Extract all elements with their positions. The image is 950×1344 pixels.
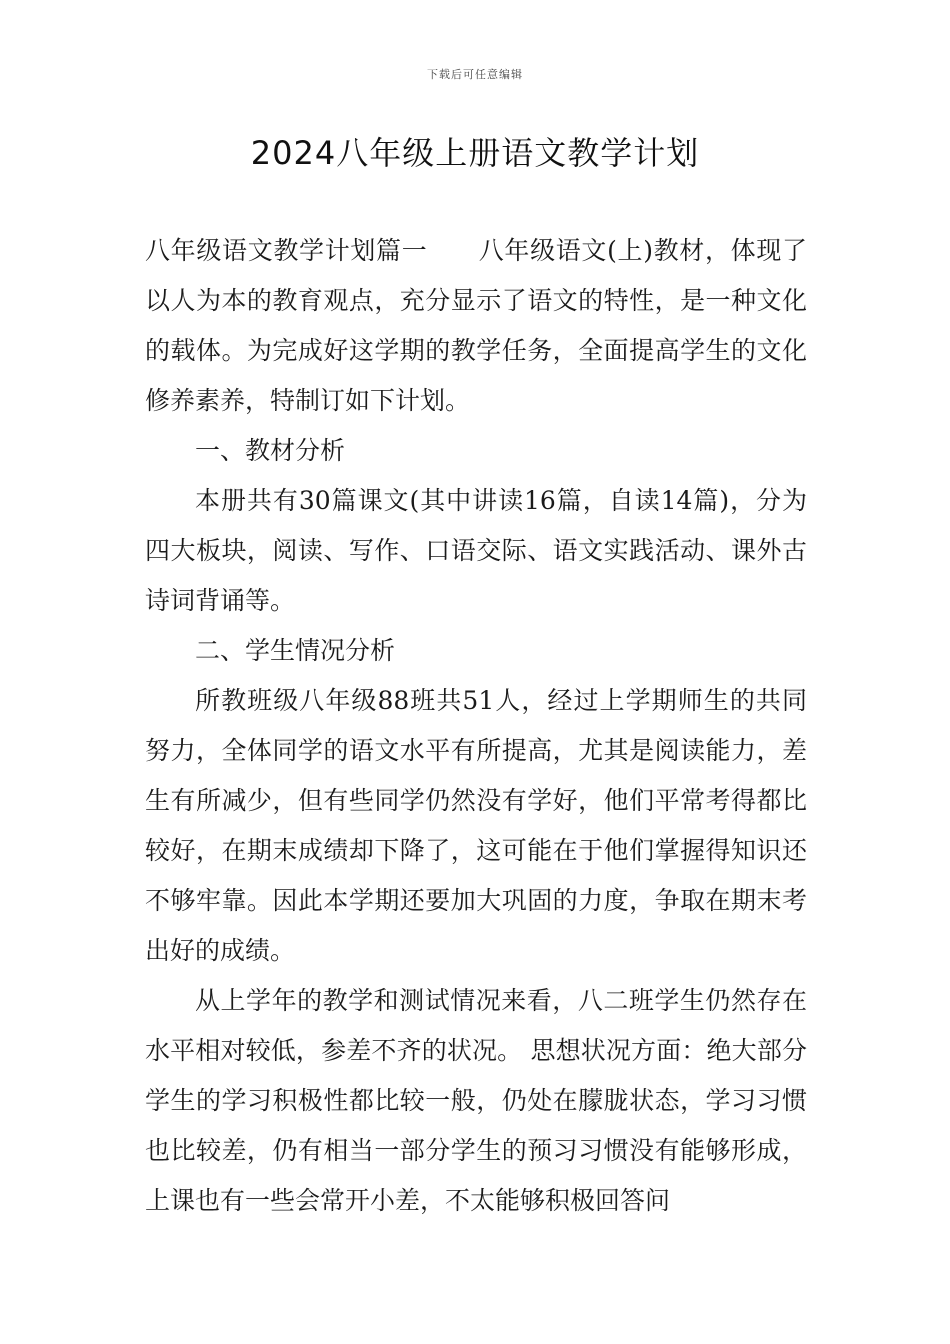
section-heading-student-analysis: 二、学生情况分析 — [195, 636, 396, 665]
paragraph-intro: 八年级语文教学计划篇一 八年级语文(上)教材，体现了以人为本的教育观点，充分显示了语文的特性，是一种文化的载体。为完成好这学期的教学任务，全面提高学生的文化修养素养，特制订如下计划。 — [145, 236, 807, 415]
paragraph-student-analysis: 所教班级八年级88班共51人，经过上学期师生的共同努力，全体同学的语文水平有所提高，尤其是阅读能力，差生有所减少，但有些同学仍然没有学好，他们平常考得都比较好，在期末成绩却下降了，这可能在于他们掌握得知识还不够牢靠。因此本学期还要加大巩固的力度，争取在期末考出好的成绩。 — [145, 686, 807, 965]
section-heading-textbook-analysis: 一、教材分析 — [195, 436, 346, 465]
paragraph-class-situation: 从上学年的教学和测试情况来看，八二班学生仍然存在水平相对较低，参差不齐的状况。 思想状况方面：绝大部分学生的学习积极性都比较一般，仍处在朦胧状态，学习习惯也比较差，仍有相当一部分学生的预习习惯没有能够形成，上课也有一些会常开小差，不太能够积极回答问 — [145, 986, 807, 1215]
document-body — [145, 226, 807, 1226]
document-title: 2024八年级上册语文教学计划 — [250, 134, 700, 172]
paragraph-textbook-analysis: 本册共有30篇课文(其中讲读16篇，自读14篇)，分为四大板块，阅读、写作、口语交际、语文实践活动、课外古诗词背诵等。 — [145, 486, 807, 615]
header-note: 下载后可任意编辑 — [427, 68, 523, 81]
